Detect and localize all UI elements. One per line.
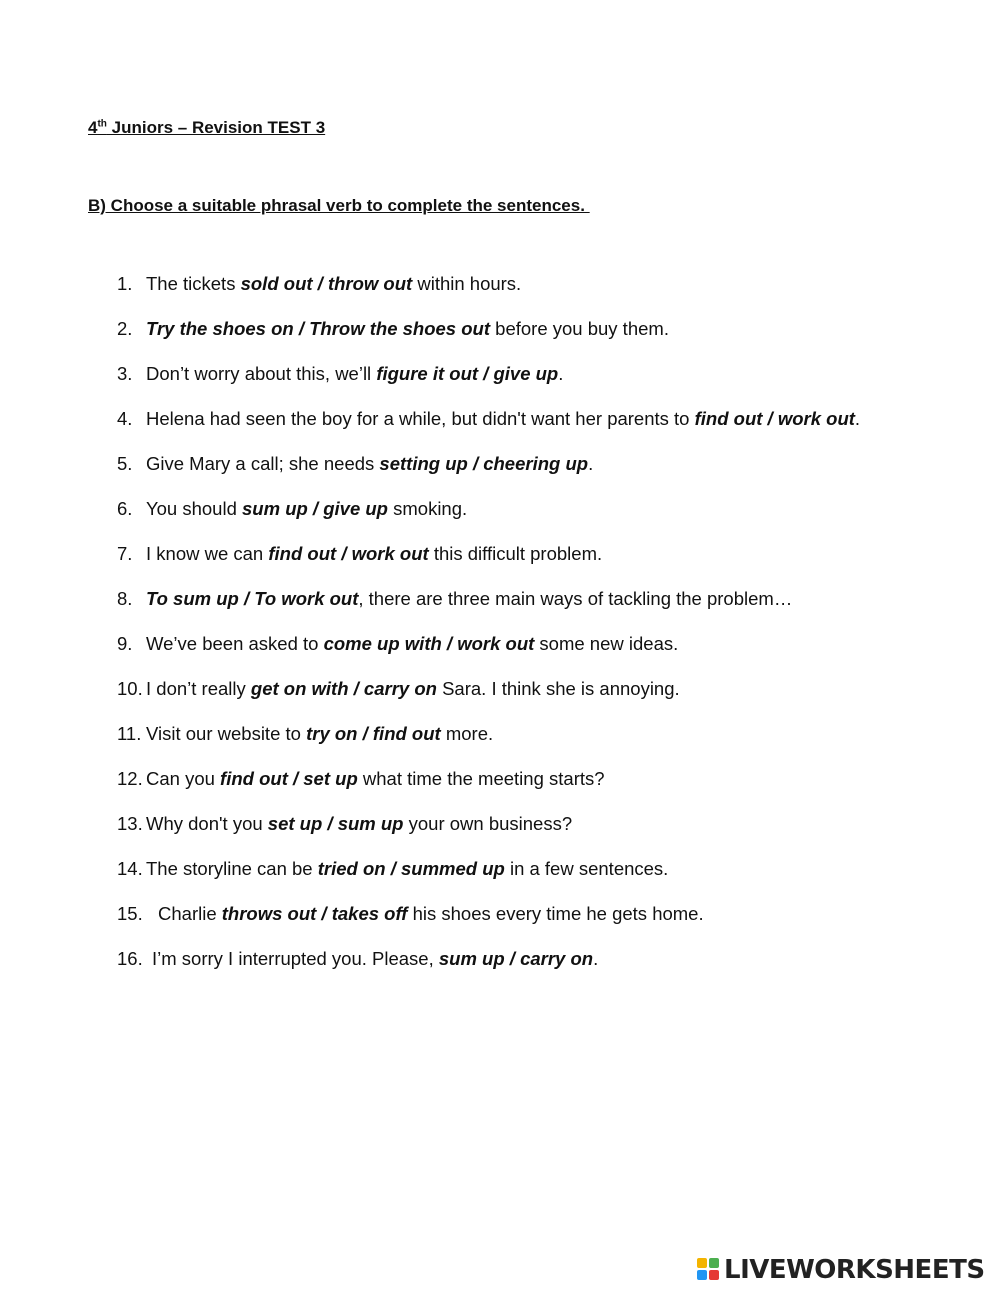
question-item [117, 497, 467, 521]
question-item [117, 452, 593, 476]
sentence-start: I know we can [146, 543, 269, 564]
question-number: 7. [117, 543, 133, 564]
question-number: 15. [117, 903, 143, 924]
sentence-end: your own business? [403, 813, 573, 834]
logo-blocks-icon [697, 1258, 721, 1282]
sentence-end: his shoes every time he gets home. [407, 903, 704, 924]
sentence-end: . [593, 948, 599, 969]
sentence-start: Charlie [158, 903, 222, 924]
answer-choice[interactable]: come up with / work out [323, 633, 535, 654]
sentence-end: . [854, 408, 861, 429]
sentence-start: Visit our website to [146, 723, 307, 744]
sentence-start: You should [146, 498, 243, 519]
question-item [117, 587, 792, 611]
question-item [117, 317, 669, 341]
answer-choice[interactable]: tried on / summed up [317, 858, 505, 879]
question-item [117, 677, 680, 701]
question-number: 1. [117, 273, 133, 294]
sentence-start: I’m sorry I interrupted you. Please, [152, 948, 439, 969]
question-number: 4. [117, 408, 133, 429]
sentence-end: some new ideas. [534, 633, 679, 654]
question-number: 2. [117, 318, 133, 339]
answer-choice[interactable]: find out / work out [268, 543, 429, 564]
sentence-start: I don’t really [146, 678, 251, 699]
sentence-start: The storyline can be [146, 858, 318, 879]
question-item [117, 812, 572, 836]
sentence-end: . [558, 363, 564, 384]
question-number: 11. [117, 723, 142, 744]
sentence-end: smoking. [387, 498, 468, 519]
answer-choice[interactable]: set up / sum up [267, 813, 404, 834]
sentence-end: , there are three main ways of tackling the problem… [358, 588, 793, 609]
question-item [117, 272, 521, 296]
answer-choice[interactable]: sum up / carry on [438, 948, 594, 969]
sentence-end: before you buy them. [490, 318, 669, 339]
sentence-start: Can you [146, 768, 221, 789]
question-item [117, 947, 598, 971]
answer-choice[interactable]: try on / find out [306, 723, 441, 744]
sentence-end: this difficult problem. [428, 543, 603, 564]
question-item [117, 542, 602, 566]
title-number: 4 [88, 118, 98, 137]
answer-choice[interactable]: figure it out / give up [376, 363, 559, 384]
question-number: 10. [117, 678, 143, 699]
answer-choice[interactable]: To sum up / To work out [146, 588, 359, 609]
answer-choice[interactable]: Try the shoes on / Throw the shoes out [146, 318, 491, 339]
sentence-end: . [588, 453, 594, 474]
question-item [117, 902, 704, 926]
liveworksheets-logo [697, 1256, 985, 1284]
answer-choice[interactable]: sum up / give up [242, 498, 388, 519]
question-number: 9. [117, 633, 133, 654]
sentence-end: Sara. I think she is annoying. [436, 678, 680, 699]
title-superscript: th [97, 118, 107, 130]
question-number: 16. [117, 948, 143, 969]
answer-choice[interactable]: throws out / takes off [221, 903, 408, 924]
sentence-start: Don’t worry about this, we’ll [146, 363, 377, 384]
sentence-end: what time the meeting starts? [357, 768, 605, 789]
instruction-text: B) Choose a suitable phrasal verb to complete the sentences. [88, 196, 590, 215]
question-number: 8. [117, 588, 133, 609]
question-number: 12. [117, 768, 143, 789]
question-number: 5. [117, 453, 133, 474]
sentence-start: Helena had seen the boy for a while, but didn't want her parents to [146, 408, 695, 429]
question-number: 13. [117, 813, 143, 834]
answer-choice[interactable]: find out / set up [220, 768, 358, 789]
question-item [117, 632, 678, 656]
answer-choice[interactable]: get on with / carry on [250, 678, 437, 699]
question-number: 3. [117, 363, 133, 384]
question-item [117, 362, 563, 386]
question-item [117, 857, 668, 881]
sentence-start: We’ve been asked to [146, 633, 324, 654]
page-title [88, 118, 325, 138]
title-text: Juniors – Revision TEST 3 [106, 118, 326, 137]
sentence-start: Why don't you [146, 813, 268, 834]
answer-choice[interactable]: find out / work out [694, 408, 855, 429]
question-number: 14. [117, 858, 143, 879]
sentence-end: more. [440, 723, 494, 744]
question-item [117, 767, 605, 791]
question-number: 6. [117, 498, 133, 519]
sentence-end: within hours. [412, 273, 522, 294]
logo-text: LIVEWORKSHEETS [724, 1255, 985, 1285]
sentence-end: in a few sentences. [504, 858, 669, 879]
answer-choice[interactable]: setting up / cheering up [379, 453, 589, 474]
question-item [117, 722, 493, 746]
answer-choice[interactable]: sold out / throw out [240, 273, 413, 294]
sentence-start: The tickets [146, 273, 241, 294]
sentence-start: Give Mary a call; she needs [146, 453, 380, 474]
question-item [117, 407, 860, 431]
